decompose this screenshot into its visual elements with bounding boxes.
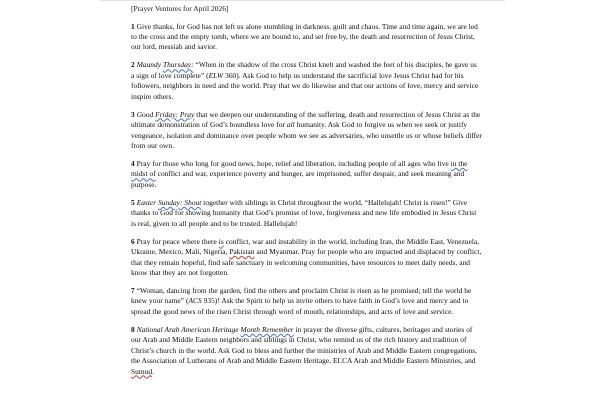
item-number-8: 8 (131, 324, 135, 334)
item-text-2-part-a: “When in the shadow of the cross Christ knelt and washed the feet of his disciples, he gave us a sign of love complete” (ELW 360). Ask God to help us understand the sacrificial love Jesus Christ had for his followers, neighbors in need and the world. Pray that we do likewise and that our actions of love, mercy and service inspire others. (131, 60, 479, 101)
item-heading-plain-5: Easter (136, 197, 157, 207)
marked-phrase-is[interactable]: is (218, 236, 224, 246)
prayer-item-7 (131, 286, 482, 317)
item-number-5: 5 (131, 197, 135, 207)
marked-phrase-in-the-midst-of[interactable]: in the midst of (131, 158, 468, 179)
item-text-3: that we deepen our understanding of the suffering, death and resurrection of Jesus Christ as the ultimate demonstration of God’s boundless love for all humanity. Ask God to forgive us when we seek or justify vengeance, isolation and dominance over people whom we see as adversaries, who unsettle us or whose beliefs differ from our own. (131, 109, 482, 151)
citation-acs: ACS (188, 296, 202, 306)
citation-elw: ELW (208, 70, 224, 80)
item-number-3: 3 (131, 109, 135, 119)
prayer-item-6 (131, 237, 482, 279)
citation-elw-rest: 360). (223, 70, 241, 80)
prayer-item-1 (131, 22, 482, 53)
item-heading-plain-2: Maundy (136, 60, 162, 70)
document-title: [Prayer Ventures for April 2026] (131, 4, 229, 13)
misspelled-word-sumud[interactable]: Sumud (131, 366, 153, 376)
item-heading-marked-8[interactable]: Month Remember (240, 324, 294, 334)
item-number-7: 7 (131, 286, 135, 296)
emphasis-all: all (286, 120, 295, 130)
item-heading-marked-5[interactable]: Sunday: Shout (158, 197, 202, 207)
prayer-item-3 (131, 110, 482, 152)
item-number-1: 1 (131, 21, 135, 31)
item-text-1: Give thanks, for God has not left us alone stumbling in darkness, guilt and chaos. Time and time again, we are led to the cross and the empty tomb, where we are bound to, and set free by, the death and resurrection of Jesus Christ, our lord, messiah and savior. (131, 21, 478, 52)
item-text-4: Pray for those who long for good news, hope, relief and liberation, including people of all ages who live in the midst of conflict and war, experience poverty and hunger, are imprisoned, suffer despair, and seek meaning and purpose. (131, 158, 468, 189)
prayer-item-4 (131, 159, 482, 190)
prayer-item-5 (131, 198, 482, 229)
prayer-item-8 (131, 325, 482, 377)
prayer-item-2 (131, 60, 482, 102)
item-heading-plain-3: Good (136, 109, 154, 119)
item-heading-plain-8: National Arab American Heritage (136, 324, 239, 334)
citation-acs-rest: 935)! (201, 296, 220, 306)
item-number-4: 4 (131, 158, 135, 168)
item-text-7: “Woman, dancing from the garden, find the others and proclaim Christ is risen as he promised; tell the world he knew your name” (ACS 935)! Ask the Spirit to help us invite others to have faith in God’s love and mercy and to spread the good news of the risen Christ through word of mouth, relationships, and acts of love and service. (131, 286, 472, 316)
item-heading-marked-2[interactable]: Thursday: (163, 60, 194, 70)
marked-word-pakistan[interactable]: Pakistan (229, 247, 255, 257)
item-number-6: 6 (131, 236, 135, 246)
item-8-trailing-period: . (152, 366, 154, 376)
page-top-edge (100, 0, 505, 1)
item-text-8: in prayer the diverse gifts, cultures, heritages and stories of our Arab and Middle Eastern neighbors and siblings in Christ, who remind us of the rich history and tradition of Christ’s church in the world. Ask God to bless and further the ministries of Arab and Middle Eastern congregations, the Association of Lutherans of Arab and Middle Eastern Heritage, ELCA Arab and Middle Eastern Ministries, and Sumud. (131, 324, 478, 376)
item-text-6: Pray for peace where there is conflict, war and instability in the world, including Iran, the Middle East, Venezuela, Ukraine, Mexico, Mali, Nigeria, Pakistan and Myanmar. Pray for people who are impacted and displaced by conflict, that they remain hopeful, find safe sanctuary in welcoming communities, have resources to meet daily needs, and know that they are not forgotten. (131, 236, 482, 278)
document-text-body[interactable] (131, 4, 482, 377)
item-number-2: 2 (131, 60, 135, 70)
item-text-5: together with siblings in Christ throughout the world, “Hallelujah! Christ is risen!” Give thanks to God for showing humanity that God’s promise of love, forgiveness and new life embodied in Jesus Christ is real, given to all people and to be trusted. Hallelujah! (131, 197, 477, 228)
item-heading-marked-3[interactable]: Friday: Pray (155, 109, 195, 119)
